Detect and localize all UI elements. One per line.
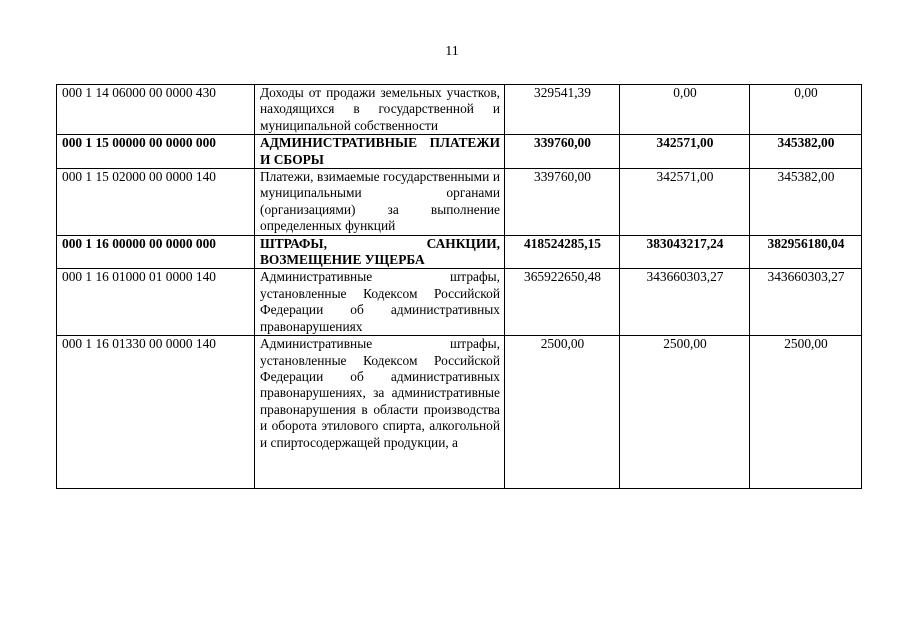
income-name: Доходы от продажи земельных участков, находящихся в государственной и муниципальной собственности [255,85,505,135]
amount-year-2: 383043217,24 [620,235,750,269]
amount-year-1: 365922650,48 [505,269,620,336]
classification-code: 000 1 15 02000 00 0000 140 [57,169,255,236]
income-name-cell [255,336,505,489]
page-number: 11 [445,44,459,59]
amount-year-3: 382956180,04 [750,235,862,269]
amount-year-3: 343660303,27 [750,269,862,336]
classification-code: 000 1 15 00000 00 0000 000 [57,135,255,169]
amount-year-3: 345382,00 [750,169,862,236]
table-row [57,135,862,169]
table-row [57,336,862,489]
amount-year-2: 343660303,27 [620,269,750,336]
amount-year-1: 339760,00 [505,169,620,236]
classification-code: 000 1 16 01330 00 0000 140 [57,336,255,489]
table-row [57,235,862,269]
amount-year-3: 0,00 [750,85,862,135]
amount-year-1: 418524285,15 [505,235,620,269]
income-name: Административные штрафы, установленные Кодексом Российской Федерации об административных правонарушениях [255,269,505,336]
amount-year-2: 342571,00 [620,135,750,169]
amount-year-2: 2500,00 [620,336,750,489]
income-name: Платежи, взимаемые государственными и муниципальными органами (организациями) за выполнение определенных функций [255,169,505,236]
income-name: АДМИНИСТРАТИВНЫЕ ПЛАТЕЖИ И СБОРЫ [255,135,505,169]
amount-year-1: 329541,39 [505,85,620,135]
amount-year-1: 2500,00 [505,336,620,489]
classification-code: 000 1 16 01000 01 0000 140 [57,269,255,336]
table-row [57,169,862,236]
amount-year-1: 339760,00 [505,135,620,169]
income-name: ШТРАФЫ, САНКЦИИ, ВОЗМЕЩЕНИЕ УЩЕРБА [255,235,505,269]
amount-year-3: 345382,00 [750,135,862,169]
classification-code: 000 1 16 00000 00 0000 000 [57,235,255,269]
amount-year-3: 2500,00 [750,336,862,489]
table-row [57,85,862,135]
classification-code: 000 1 14 06000 00 0000 430 [57,85,255,135]
amount-year-2: 0,00 [620,85,750,135]
budget-table [56,84,862,489]
income-name: Административные штрафы, установленные Кодексом Российской Федерации об административных правонарушениях, за административные правонарушения в области производства и оборота этилового спирта, алкогольной и спиртосодержащей продукции, а [260,336,500,450]
table-row [57,269,862,336]
amount-year-2: 342571,00 [620,169,750,236]
